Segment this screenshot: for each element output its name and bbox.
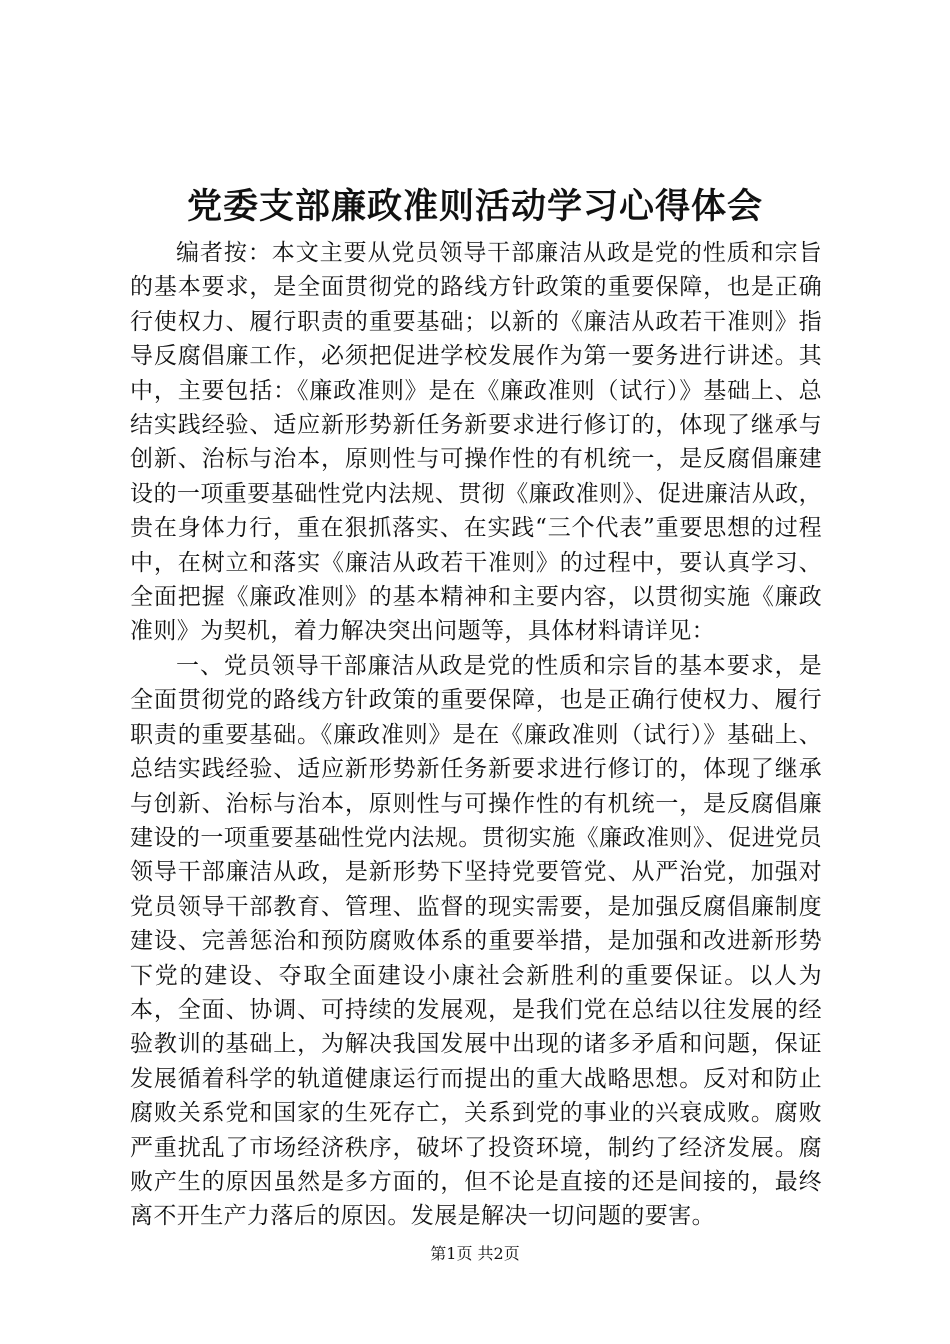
document-body [130, 236, 822, 1234]
page-number-footer: 第1页 共2页 [430, 1244, 520, 1263]
editor-note-paragraph: 编者按：本文主要从党员领导干部廉洁从政是党的性质和宗旨的基本要求，是全面贯彻党的路线方针政策的重要保障，也是正确行使权力、履行职责的重要基础；以新的《廉洁从政若干准则》指导反腐倡廉工作，必须把促进学校发展作为第一要务进行讲述。其中，主要包括：《廉政准则》是在《廉政准则（试行）》基础上、总结实践经验、适应新形势新任务新要求进行修订的，体现了继承与创新、治标与治本，原则性与可操作性的有机统一，是反腐倡廉建设的一项重要基础性党内法规、贯彻《廉政准则》、促进廉洁从政，贵在身体力行，重在狠抓落实、在实践“三个代表”重要思想的过程中，在树立和落实《廉洁从政若干准则》的过程中，要认真学习、全面把握《廉政准则》的基本精神和主要内容，以贯彻实施《廉政准则》为契机，着力解决突出问题等，具体材料请详见： [130, 240, 822, 645]
section-one-paragraph: 一、党员领导干部廉洁从政是党的性质和宗旨的基本要求，是全面贯彻党的路线方针政策的重要保障，也是正确行使权力、履行职责的重要基础。《廉政准则》是在《廉政准则（试行）》基础上、总结实践经验、适应新形势新任务新要求进行修订的，体现了继承与创新、治标与治本，原则性与可操作性的有机统一，是反腐倡廉建设的一项重要基础性党内法规。贯彻实施《廉政准则》、促进党员领导干部廉洁从政，是新形势下坚持党要管党、从严治党，加强对党员领导干部教育、管理、监督的现实需要，是加强反腐倡廉制度建设、完善惩治和预防腐败体系的重要举措，是加强和改进新形势下党的建设、夺取全面建设小康社会新胜利的重要保证。以人为本，全面、协调、可持续的发展观，是我们党在总结以往发展的经验教训的基础上，为解决我国发展中出现的诸多矛盾和问题，保证发展循着科学的轨道健康运行而提出的重大战略思想。反对和防止腐败关系党和国家的生死存亡，关系到党的事业的兴衰成败。腐败严重扰乱了市场经济秩序，破坏了投资环境，制约了经济发展。腐败产生的原因虽然是多方面的，但不论是直接的还是间接的，最终离不开生产力落后的原因。发展是解决一切问题的要害。 [130, 652, 822, 1230]
document-title: 党委支部廉政准则活动学习心得体会 [186, 186, 763, 227]
